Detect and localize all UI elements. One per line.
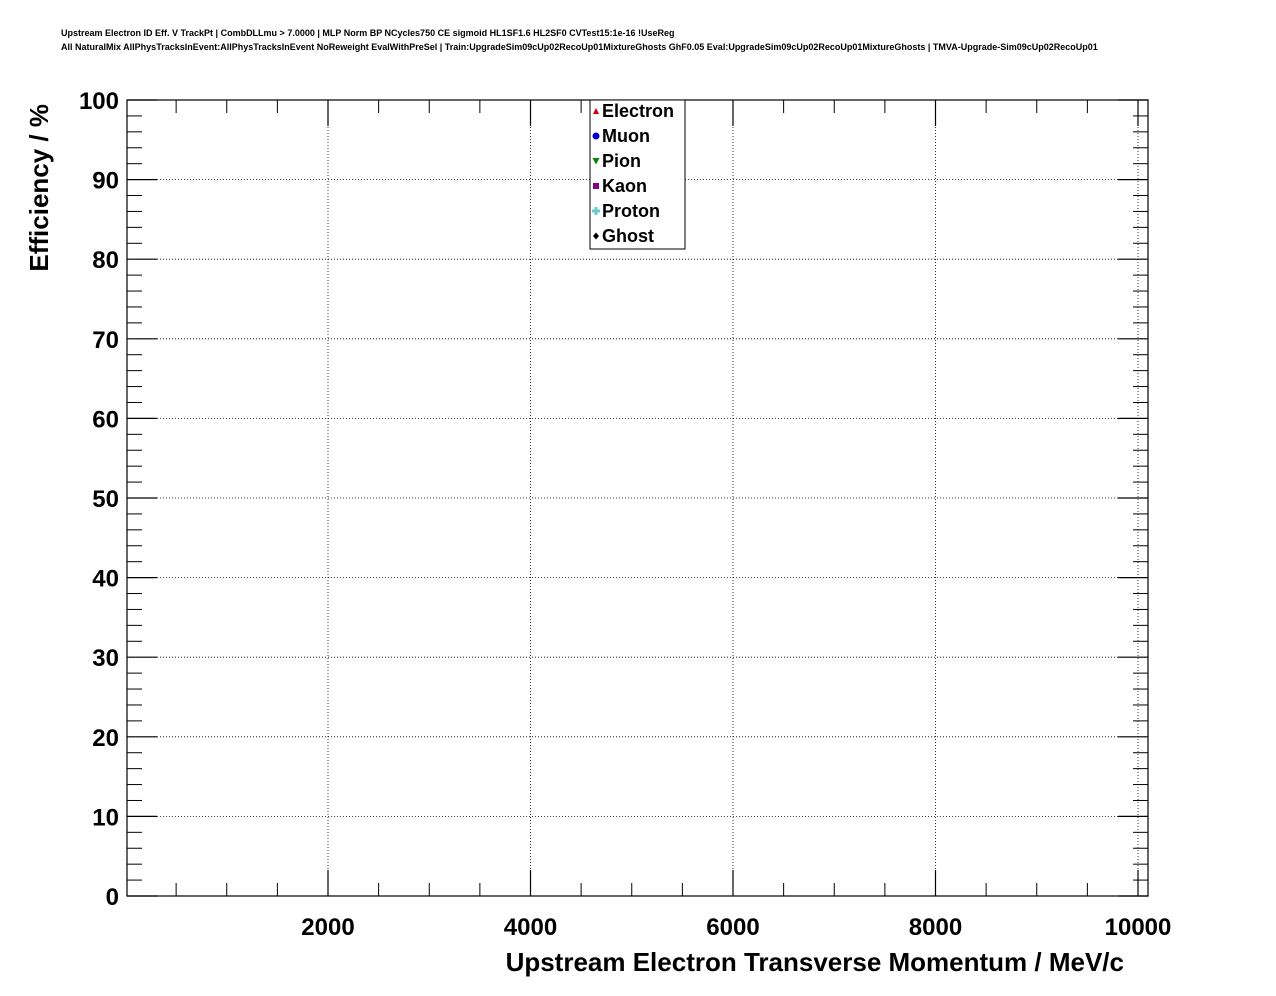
legend-label-proton: Proton <box>602 201 660 221</box>
x-tick-label: 8000 <box>908 914 963 941</box>
y-tick-label: 30 <box>92 645 119 673</box>
chart-title-line-1: Upstream Electron ID Eff. V TrackPt | CombDLLmu > 7.0000 | MLP Norm BP NCycles750 CE sigmoid HL1SF1.6 HL2SF0 CVTest15:1e-16 !UseReg <box>61 28 675 38</box>
x-tick-label: 10000 <box>1104 914 1172 941</box>
y-tick-label: 80 <box>92 247 119 275</box>
y-tick-label: 60 <box>92 406 119 434</box>
legend-label-electron: Electron <box>602 101 675 121</box>
x-tick-label: 2000 <box>301 914 355 941</box>
legend-label-muon: Muon <box>602 126 650 146</box>
y-tick-label: 90 <box>92 167 119 195</box>
x-tick-label: 6000 <box>706 914 760 941</box>
legend-label-ghost: Ghost <box>602 226 654 246</box>
legend-marker-kaon <box>593 183 599 189</box>
legend <box>590 100 685 249</box>
y-tick-label: 40 <box>92 565 119 593</box>
y-tick-label: 50 <box>92 486 119 513</box>
y-tick-label: 20 <box>92 724 119 752</box>
legend-label-kaon: Kaon <box>602 176 647 196</box>
y-tick-label: 10 <box>92 804 119 832</box>
chart-title-line-2: All NaturalMix AllPhysTracksInEvent:AllPhysTracksInEvent NoReweight EvalWithPreSel | Train:UpgradeSim09cUp02RecoUp01MixtureGhosts GhF0.05 Eval:UpgradeSim09cUp02RecoUp01MixtureGhosts | TMVA-Upgrade-Sim09cUp02RecoUp01 <box>61 42 1098 52</box>
y-tick-label: 70 <box>92 326 119 354</box>
legend-label-pion: Pion <box>602 151 641 171</box>
y-tick-label: 0 <box>105 884 119 911</box>
x-axis-title: Upstream Electron Transverse Momentum / MeV/c <box>505 947 1124 977</box>
y-tick-label: 100 <box>78 88 119 115</box>
y-axis-title: Efficiency / % <box>24 104 54 272</box>
legend-marker-muon <box>593 133 600 140</box>
x-tick-label: 4000 <box>503 914 558 941</box>
